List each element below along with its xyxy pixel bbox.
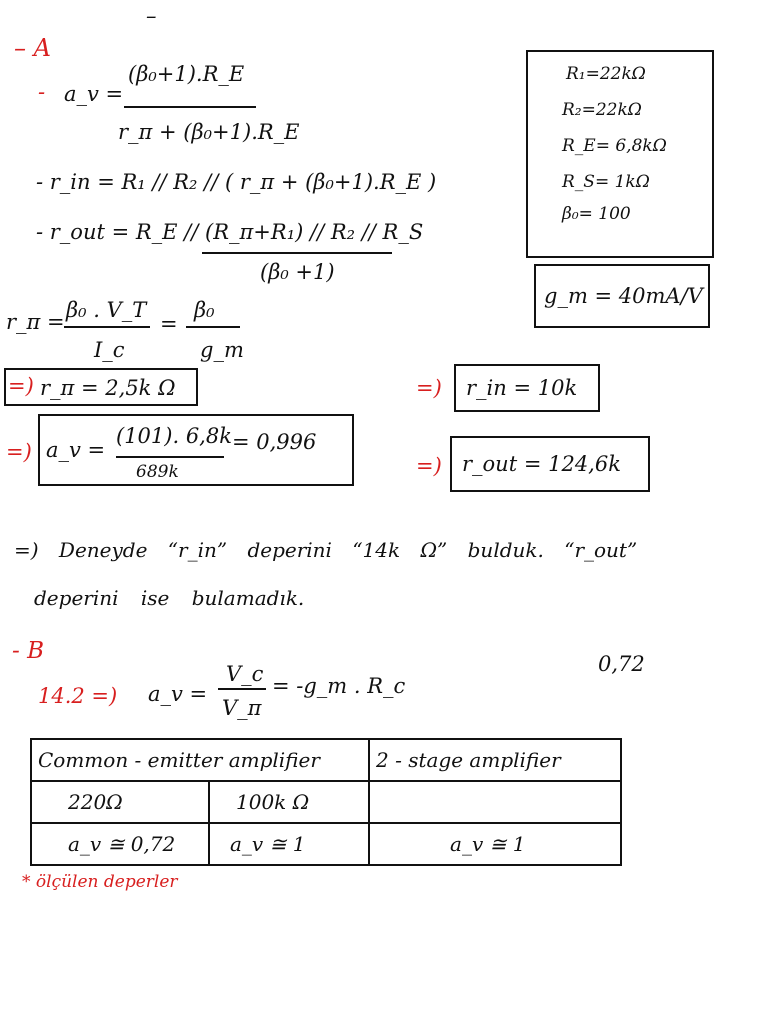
rout-fraction-bar [202,252,392,254]
table-cell-r1c2: 100k Ω [209,781,369,823]
part-b-fraction-denominator: V_π [222,696,262,720]
table-row [31,823,621,865]
given-values-box [526,50,714,258]
part-b-fraction-bar [218,688,266,690]
av-result-arrow: =) [6,440,32,464]
rpi-result-box [4,368,198,406]
gm-value: g_m = 40mA/V [544,284,703,308]
table-cell-r2c3: a_v ≅ 1 [369,823,621,865]
part-b-label: - B [12,638,44,664]
part-b-rhs: = -g_m . R_c [272,674,406,698]
rpi-den1: I_c [94,338,125,362]
av-numerator: (β₀+1).R_E [128,62,245,86]
rout-result: r_out = 124,6k [462,452,621,476]
table-row [31,781,621,823]
experiment-note-line1: =) Deneyde “r_in” deperini “14k Ω” bulduk. “r_out” [14,538,638,562]
rout-result-box [450,436,650,492]
rpi-result-arrow: =) [8,374,34,398]
rin-formula: - r_in = R₁ // R₂ // ( r_π + (β₀+1).R_E ) [36,170,437,194]
av-fraction-bar [124,106,256,108]
rout-denominator: (β₀ +1) [260,260,335,284]
rin-result-arrow: =) [416,376,442,400]
av-lhs: a_v = [64,82,124,106]
measurement-table [30,738,622,866]
rpi-lhs: r_π = [6,310,65,334]
rin-result-box [454,364,600,412]
rout-formula: - r_out = R_E // (R_π+R₁) // R₂ // R_S [36,220,424,244]
av-result-numerator: (101). 6,8k [116,424,232,448]
given-rs: R_S= 1kΩ [562,172,650,192]
footnote: * ölçülen deperler [22,872,178,892]
table-cell-r1c3 [369,781,621,823]
rpi-result: r_π = 2,5k Ω [40,376,176,400]
rin-result: r_in = 10k [466,376,578,400]
part-b-side-value: 0,72 [598,652,645,676]
av-denominator: r_π + (β₀+1).R_E [118,120,300,144]
av-result-box [38,414,354,486]
rpi-fraction-bar-1 [64,326,150,328]
table-cell-r2c1: a_v ≅ 0,72 [31,823,209,865]
table-header-ce: Common - emitter amplifier [31,739,369,781]
rpi-num1: β₀ . V_T [66,298,147,322]
av-result-denominator: 689k [136,462,179,482]
av-result-value: = 0,996 [232,430,317,454]
av-result-fraction-bar [116,456,224,458]
av-bullet: - [38,80,46,104]
gm-box [534,264,710,328]
part-b-av-lhs: a_v = [148,682,208,706]
top-mark: – [146,4,157,28]
part-b-fraction-numerator: V_c [226,662,264,686]
rpi-equals: = [160,312,178,336]
experiment-note-line2: deperini ise bulamadık. [34,586,305,610]
part-a-label: – A [14,34,51,62]
av-result-lhs: a_v = [46,438,106,462]
table-header-row [31,739,621,781]
rpi-fraction-bar-2 [186,326,240,328]
rpi-den2: g_m [200,338,244,362]
given-beta: β₀= 100 [562,204,631,224]
rpi-num2: β₀ [194,298,215,322]
given-r1: R₁=22kΩ [566,64,646,84]
table-header-2stage: 2 - stage amplifier [369,739,621,781]
table-cell-r2c2: a_v ≅ 1 [209,823,369,865]
given-r2: R₂=22kΩ [562,100,642,120]
given-re: R_E= 6,8kΩ [562,136,667,156]
part-b-reference: 14.2 =) [38,684,118,708]
table-cell-r1c1: 220Ω [31,781,209,823]
rout-result-arrow: =) [416,454,442,478]
